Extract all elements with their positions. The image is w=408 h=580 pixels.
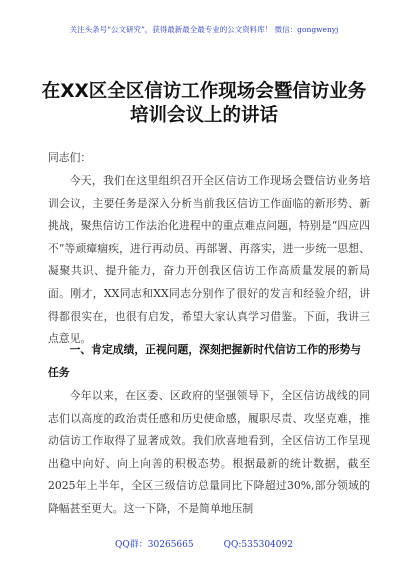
qq-contact-number: QQ:535304092 (223, 540, 293, 550)
section-heading-1: 一、肯定成绩，正视问题，深刻把握新时代信访工作的形势与任务 (48, 343, 362, 379)
paragraph-2: 今年以来，在区委、区政府的坚强领导下，全区信访战线的同志们以高度的政治责任感和历史使命感，履职尽责、攻坚克难，推动信访工作取得了显著成效。我们欣喜地看到，全区信访工作呈现出稳中向好、向上向善的积极态势。根据最新的统计数据，截至2025年上半年，全区三级信访总量同比下降超过30%,部分领域的降幅甚至更大。这一下降，不是简单地压制 (48, 389, 370, 515)
document-title: 在XX区全区信访工作现场会暨信访业务培训会议上的讲话 (41, 81, 367, 126)
paragraph-1: 今天，我们在这里组织召开全区信访工作现场会暨信访业务培训会议，主要任务是深入分析当前我区信访工作面临的新形势、新挑战，聚焦信访工作法治化进程中的重点难点问题，特别是“四应四不”等顽瘴痼疾，进行再动员、再部署、再落实，进一步统一思想、凝聚共识、提升能力，奋力开创我区信访工作高质量发展的新局面。刚才，XX同志和XX同志分别作了很好的发言和经验介绍，讲得都很实在，也很有启发，希望大家认真学习借鉴。下面，我讲三点意见。 (48, 174, 370, 346)
qq-group-number: QQ群：30265665 (115, 540, 194, 550)
salutation: 同志们： (48, 151, 92, 164)
bottom-banner (0, 537, 408, 550)
top-banner: 关注头条号“公文研究”，获得最新最全最专业的公文资料库！ 微信：gongwenyj (69, 25, 339, 34)
